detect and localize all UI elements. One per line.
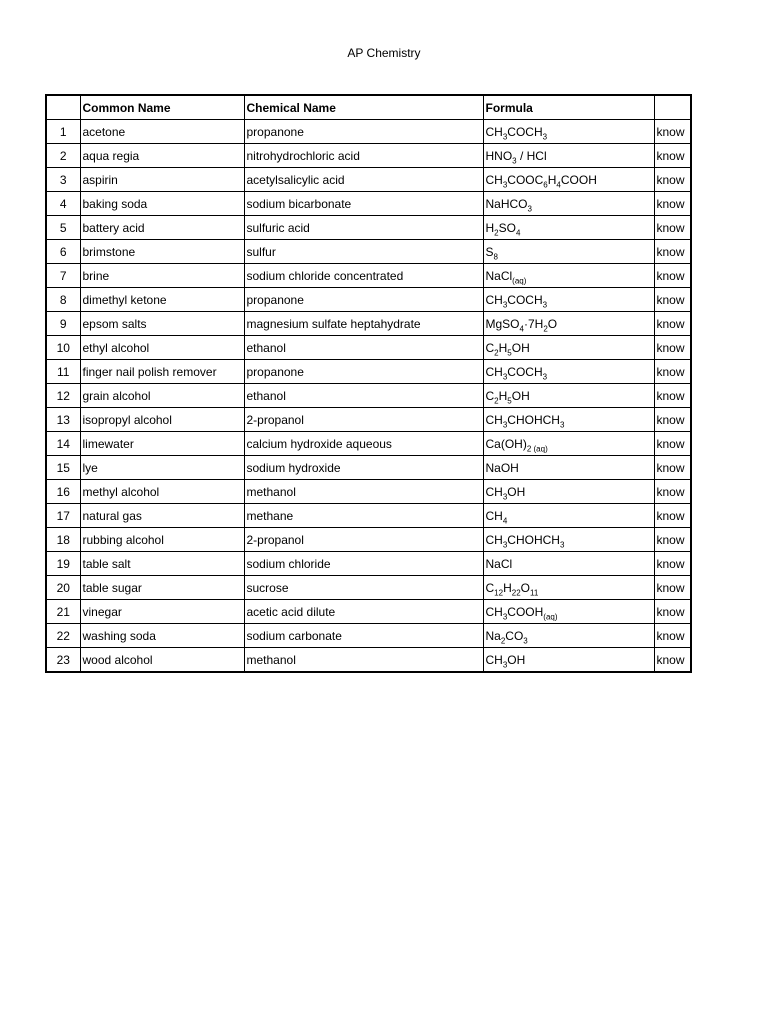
chemical-name-cell: sulfur (244, 240, 483, 264)
formula-cell: $CH_3COCH_3$ (483, 120, 654, 144)
row-number: 22 (46, 624, 80, 648)
common-name-cell: natural gas (80, 504, 244, 528)
table-row (46, 120, 691, 144)
common-name-cell: finger nail polish remover (80, 360, 244, 384)
common-name-cell: table salt (80, 552, 244, 576)
formula-cell: $C_{12}H_{22}O_{11}$ (483, 576, 654, 600)
header-row (46, 95, 691, 120)
table-row (46, 528, 691, 552)
chemical-name-cell: 2-propanol (244, 408, 483, 432)
formula-cell: $CH_3COCH_3$ (483, 360, 654, 384)
formula-cell: NaCl$_{(aq)}$ (483, 264, 654, 288)
row-number: 13 (46, 408, 80, 432)
formula-cell: $CH_3CHOHCH_3$ (483, 408, 654, 432)
table-row (46, 144, 691, 168)
chemical-name-cell: sodium chloride concentrated (244, 264, 483, 288)
row-number: 18 (46, 528, 80, 552)
table-row (46, 576, 691, 600)
common-name-cell: washing soda (80, 624, 244, 648)
status-cell: know (654, 288, 691, 312)
status-cell: know (654, 408, 691, 432)
table-header (46, 95, 691, 120)
table-row (46, 408, 691, 432)
formula-cell: $Na_2CO_3$ (483, 624, 654, 648)
formula-cell: NaHCO$_3$ (483, 192, 654, 216)
chemical-name-cell: acetic acid dilute (244, 600, 483, 624)
row-number: 10 (46, 336, 80, 360)
common-name-cell: methyl alcohol (80, 480, 244, 504)
formula-cell: $HNO_3$ / HCl (483, 144, 654, 168)
formula-cell: $C_2H_5OH$ (483, 384, 654, 408)
row-number: 9 (46, 312, 80, 336)
status-cell: know (654, 624, 691, 648)
table-row (46, 456, 691, 480)
chemical-name-cell: ethanol (244, 384, 483, 408)
table-row (46, 336, 691, 360)
table-row (46, 432, 691, 456)
common-name-cell: acetone (80, 120, 244, 144)
formula-cell: $CH_3COOH_{(aq)}$ (483, 600, 654, 624)
chemical-name-cell: sodium bicarbonate (244, 192, 483, 216)
table-row (46, 600, 691, 624)
common-name-cell: brimstone (80, 240, 244, 264)
formula-cell: $CH_3OH$ (483, 648, 654, 673)
status-cell: know (654, 480, 691, 504)
formula-cell: $CH_4$ (483, 504, 654, 528)
formula-cell: $C_2H_5OH$ (483, 336, 654, 360)
formula-cell: $MgSO_4\cdot 7H_2O$ (483, 312, 654, 336)
chemical-name-cell: sucrose (244, 576, 483, 600)
chemical-name-cell: acetylsalicylic acid (244, 168, 483, 192)
status-cell: know (654, 144, 691, 168)
chemical-name-cell: sodium chloride (244, 552, 483, 576)
row-number: 15 (46, 456, 80, 480)
row-number: 19 (46, 552, 80, 576)
row-number: 11 (46, 360, 80, 384)
status-cell: know (654, 600, 691, 624)
chemical-name-cell: methane (244, 504, 483, 528)
common-name-cell: battery acid (80, 216, 244, 240)
table-body (46, 120, 691, 673)
status-cell: know (654, 264, 691, 288)
common-name-cell: vinegar (80, 600, 244, 624)
status-cell: know (654, 456, 691, 480)
common-name-cell: ethyl alcohol (80, 336, 244, 360)
status-cell: know (654, 360, 691, 384)
chemical-name-cell: sodium carbonate (244, 624, 483, 648)
common-name-cell: aqua regia (80, 144, 244, 168)
row-number: 16 (46, 480, 80, 504)
table-row (46, 240, 691, 264)
row-number: 6 (46, 240, 80, 264)
table-row (46, 312, 691, 336)
table-row (46, 360, 691, 384)
row-number: 5 (46, 216, 80, 240)
formula-cell: $CH_3CHOHCH_3$ (483, 528, 654, 552)
chemical-name-cell: methanol (244, 648, 483, 673)
status-cell: know (654, 192, 691, 216)
status-cell: know (654, 336, 691, 360)
row-number: 2 (46, 144, 80, 168)
status-cell: know (654, 528, 691, 552)
chemical-names-table (45, 94, 692, 673)
row-number: 12 (46, 384, 80, 408)
common-name-cell: dimethyl ketone (80, 288, 244, 312)
formula-cell: $CH_3COCH_3$ (483, 288, 654, 312)
chemical-name-cell: ethanol (244, 336, 483, 360)
table-row (46, 168, 691, 192)
row-number: 23 (46, 648, 80, 673)
common-name-cell: brine (80, 264, 244, 288)
header-common-name: Common Name (80, 95, 244, 120)
row-number: 14 (46, 432, 80, 456)
table-row (46, 552, 691, 576)
chemical-name-cell: magnesium sulfate heptahydrate (244, 312, 483, 336)
table-row (46, 624, 691, 648)
table-row (46, 192, 691, 216)
common-name-cell: limewater (80, 432, 244, 456)
common-name-cell: lye (80, 456, 244, 480)
row-number: 21 (46, 600, 80, 624)
formula-cell: $S_8$ (483, 240, 654, 264)
common-name-cell: epsom salts (80, 312, 244, 336)
table-row (46, 384, 691, 408)
status-cell: know (654, 384, 691, 408)
chemical-name-cell: sodium hydroxide (244, 456, 483, 480)
chemical-name-cell: sulfuric acid (244, 216, 483, 240)
row-number: 20 (46, 576, 80, 600)
header-chemical-name: Chemical Name (244, 95, 483, 120)
common-name-cell: baking soda (80, 192, 244, 216)
formula-cell: $CH_3OH$ (483, 480, 654, 504)
status-cell: know (654, 432, 691, 456)
row-number: 17 (46, 504, 80, 528)
common-name-cell: isopropyl alcohol (80, 408, 244, 432)
chemical-name-cell: propanone (244, 288, 483, 312)
chemical-name-cell: propanone (244, 120, 483, 144)
common-name-cell: rubbing alcohol (80, 528, 244, 552)
formula-cell: $H_2SO_4$ (483, 216, 654, 240)
page-title: AP Chemistry (347, 46, 421, 60)
table-row (46, 504, 691, 528)
table-row (46, 480, 691, 504)
formula-cell: $Ca(OH)_{2 (aq)}$ (483, 432, 654, 456)
status-cell: know (654, 168, 691, 192)
row-number: 1 (46, 120, 80, 144)
formula-cell: $CH_3COOC_6H_4COOH$ (483, 168, 654, 192)
table-row (46, 216, 691, 240)
table-row (46, 288, 691, 312)
status-cell: know (654, 240, 691, 264)
chemical-name-cell: calcium hydroxide aqueous (244, 432, 483, 456)
status-cell: know (654, 576, 691, 600)
common-name-cell: table sugar (80, 576, 244, 600)
formula-cell: NaOH (483, 456, 654, 480)
header-formula: Formula (483, 95, 654, 120)
header-status (654, 95, 691, 120)
header-number (46, 95, 80, 120)
row-number: 3 (46, 168, 80, 192)
common-name-cell: aspirin (80, 168, 244, 192)
chemical-name-cell: 2-propanol (244, 528, 483, 552)
status-cell: know (654, 216, 691, 240)
status-cell: know (654, 552, 691, 576)
formula-cell: NaCl (483, 552, 654, 576)
status-cell: know (654, 504, 691, 528)
row-number: 7 (46, 264, 80, 288)
chemical-name-cell: nitrohydrochloric acid (244, 144, 483, 168)
chemical-name-cell: propanone (244, 360, 483, 384)
table-row (46, 648, 691, 673)
status-cell: know (654, 648, 691, 673)
table-row (46, 264, 691, 288)
status-cell: know (654, 312, 691, 336)
chemical-name-cell: methanol (244, 480, 483, 504)
row-number: 8 (46, 288, 80, 312)
status-cell: know (654, 120, 691, 144)
common-name-cell: wood alcohol (80, 648, 244, 673)
row-number: 4 (46, 192, 80, 216)
common-name-cell: grain alcohol (80, 384, 244, 408)
